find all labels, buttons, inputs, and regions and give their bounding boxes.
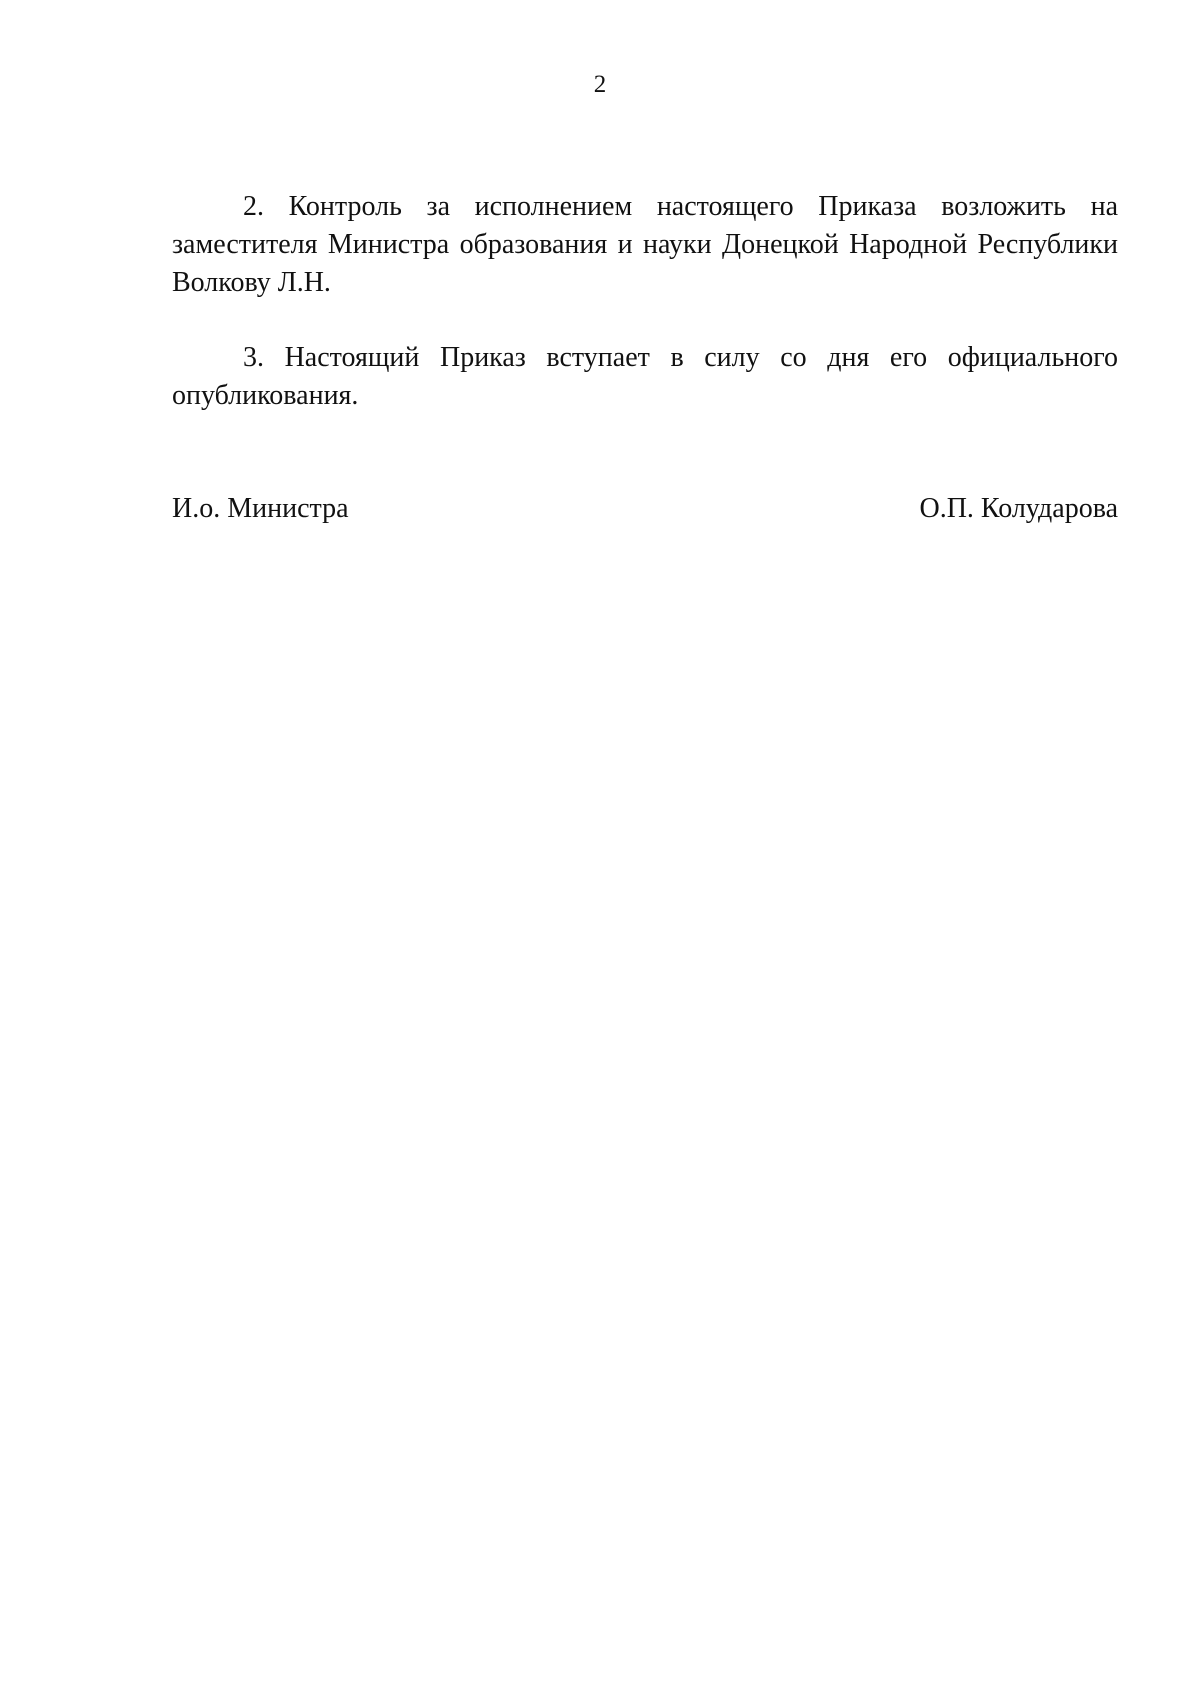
- document-body: [172, 188, 1118, 415]
- signature-block: [172, 490, 1118, 528]
- paragraph-item-2: 2. Контроль за исполнением настоящего Приказа возложить на заместителя Министра образования и науки Донецкой Народной Республики Волкову Л.Н.: [172, 191, 1118, 298]
- page-number: 2: [593, 71, 607, 98]
- paragraph-item-3: 3. Настоящий Приказ вступает в силу со дня его официального опубликования.: [172, 342, 1118, 411]
- signatory-name: О.П. Колударова: [919, 493, 1118, 524]
- signatory-position: И.о. Министра: [172, 493, 349, 524]
